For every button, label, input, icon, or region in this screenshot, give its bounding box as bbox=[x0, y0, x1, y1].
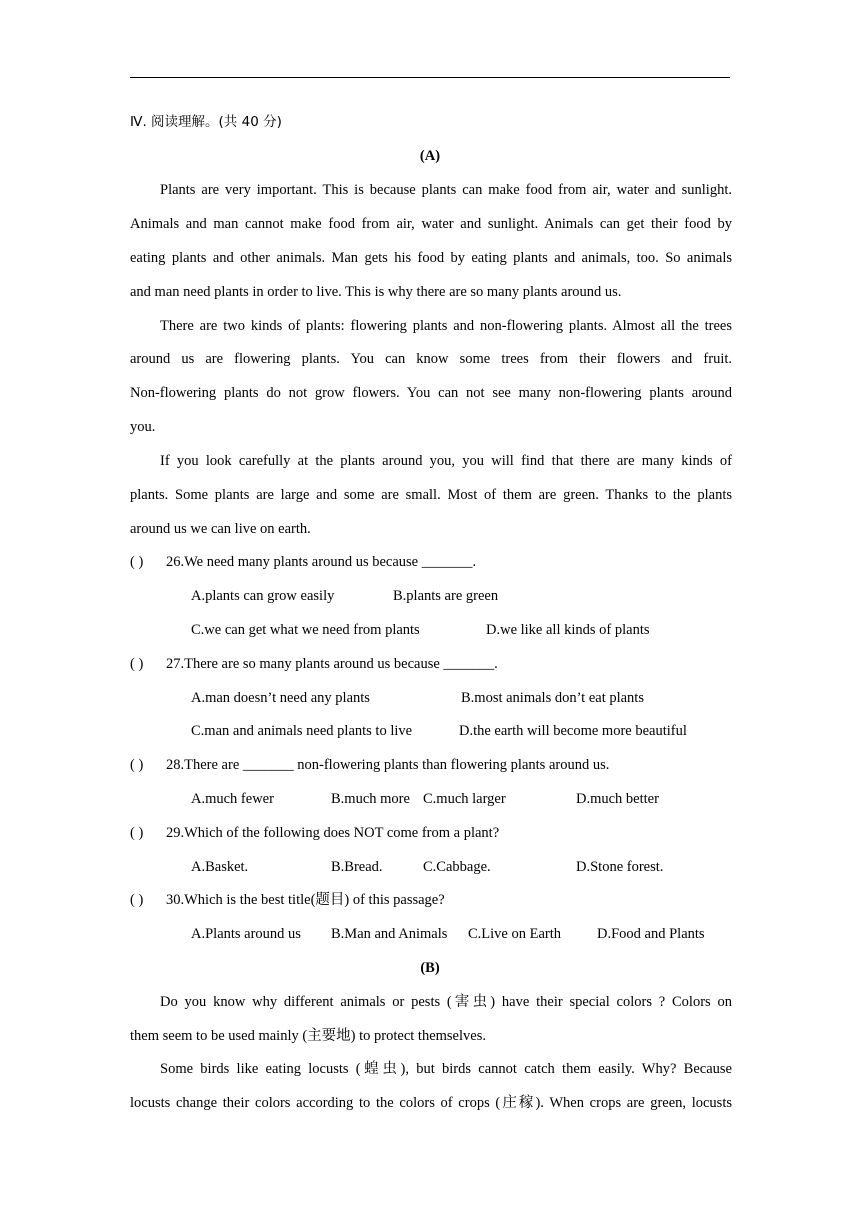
passage-a-line: around us we can live on earth. bbox=[130, 521, 311, 537]
passage-a-line: you. bbox=[130, 419, 156, 435]
passage-a-line: around us are flowering plants. You can know some trees from their flowers and fruit. bbox=[130, 351, 732, 367]
option-c: C.much larger bbox=[423, 791, 506, 807]
passage-a-label: (A) bbox=[419, 148, 441, 164]
answer-blank[interactable]: ( ) bbox=[130, 554, 144, 570]
answer-blank[interactable]: ( ) bbox=[130, 892, 144, 908]
question-stem: 30.Which is the best title(题目) of this passage? bbox=[166, 892, 445, 908]
option-d: D.the earth will become more beautiful bbox=[459, 723, 687, 739]
option-b: B.much more bbox=[331, 791, 410, 807]
option-c: C.we can get what we need from plants bbox=[191, 622, 420, 638]
header-rule bbox=[130, 77, 730, 78]
option-c: C.Cabbage. bbox=[423, 859, 491, 875]
passage-a-line: plants. Some plants are large and some are small. Most of them are green. Thanks to the plants bbox=[130, 487, 732, 503]
section-heading: Ⅳ. 阅读理解。(共 40 分) bbox=[130, 114, 282, 130]
question-stem: 26.We need many plants around us because _______. bbox=[166, 554, 477, 570]
option-c: C.man and animals need plants to live bbox=[191, 723, 413, 739]
option-a: A.Basket. bbox=[191, 859, 249, 875]
passage-a-line: and man need plants in order to live. This is why there are so many plants around us. bbox=[130, 284, 622, 300]
passage-a-line: If you look carefully at the plants around you, you will find that there are many kinds of bbox=[160, 453, 732, 469]
option-d: D.Food and Plants bbox=[597, 926, 705, 942]
option-b: B.most animals don’t eat plants bbox=[461, 690, 644, 706]
option-a: A.plants can grow easily bbox=[191, 588, 335, 604]
passage-b-line: Some birds like eating locusts (蝗虫), but birds cannot catch them easily. Why? Because bbox=[160, 1061, 732, 1077]
option-c: C.Live on Earth bbox=[468, 926, 562, 942]
option-d: D.Stone forest. bbox=[576, 859, 664, 875]
option-a: A.much fewer bbox=[191, 791, 274, 807]
passage-b-line: locusts change their colors according to the colors of crops (庄稼). When crops are green, locusts bbox=[130, 1095, 732, 1111]
option-b: B.Man and Animals bbox=[331, 926, 448, 942]
passage-a-line: There are two kinds of plants: flowering plants and non-flowering plants. Almost all the trees bbox=[160, 318, 732, 334]
answer-blank[interactable]: ( ) bbox=[130, 656, 144, 672]
answer-blank[interactable]: ( ) bbox=[130, 825, 144, 841]
question-stem: 28.There are _______ non-flowering plants than flowering plants around us. bbox=[166, 757, 610, 773]
passage-b-line: them seem to be used mainly (主要地) to protect themselves. bbox=[130, 1028, 486, 1044]
option-d: D.we like all kinds of plants bbox=[486, 622, 650, 638]
question-stem: 27.There are so many plants around us because _______. bbox=[166, 656, 498, 672]
option-d: D.much better bbox=[576, 791, 659, 807]
option-b: B.Bread. bbox=[331, 859, 383, 875]
option-a: A.Plants around us bbox=[191, 926, 301, 942]
question-stem: 29.Which of the following does NOT come from a plant? bbox=[166, 825, 500, 841]
passage-a-line: Animals and man cannot make food from air, water and sunlight. Animals can get their food by bbox=[130, 216, 732, 232]
passage-a-line: eating plants and other animals. Man gets his food by eating plants and animals, too. So animals bbox=[130, 250, 732, 266]
option-a: A.man doesn’t need any plants bbox=[191, 690, 370, 706]
answer-blank[interactable]: ( ) bbox=[130, 757, 144, 773]
passage-a-line: Non-flowering plants do not grow flowers. You can not see many non-flowering plants around bbox=[130, 385, 732, 401]
option-b: B.plants are green bbox=[393, 588, 499, 604]
passage-b-label: (B) bbox=[420, 960, 440, 976]
passage-a-line: Plants are very important. This is because plants can make food from air, water and sunlight. bbox=[160, 182, 732, 198]
passage-b-line: Do you know why different animals or pests (害虫) have their special colors ? Colors on bbox=[160, 994, 732, 1010]
